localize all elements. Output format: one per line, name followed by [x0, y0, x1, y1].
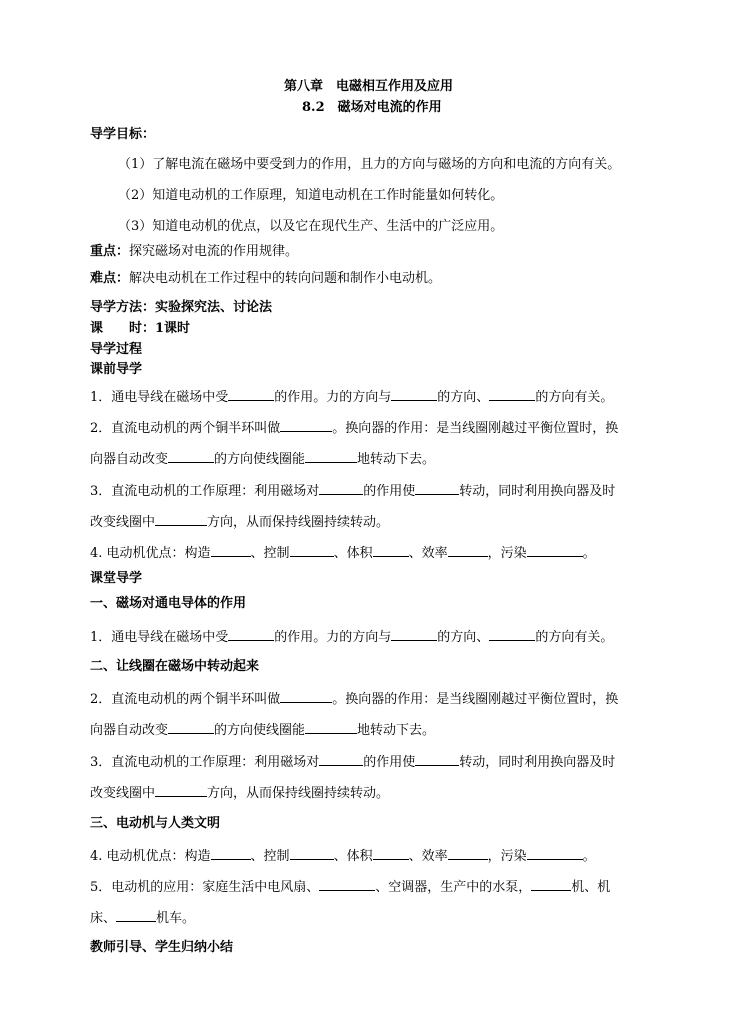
blank[interactable]: [448, 846, 488, 860]
objective-3: （3）知道电动机的优点，以及它在现代生产、生活中的广泛应用。: [118, 219, 504, 234]
blank[interactable]: [155, 512, 207, 526]
blank[interactable]: [391, 387, 437, 401]
objective-2: （2）知道电动机的工作原理，知道电动机在工作时能量如何转化。: [118, 188, 504, 203]
objectives-heading: 导学目标：: [90, 127, 156, 142]
teaching-method: 导学方法：实验探究法、讨论法: [90, 300, 273, 315]
blank[interactable]: [211, 846, 251, 860]
key-point: 重点：探究磁场对电流的作用规律。: [90, 244, 299, 259]
in-class-heading: 课堂导学: [90, 571, 143, 586]
blank[interactable]: [448, 543, 488, 557]
blank[interactable]: [489, 387, 535, 401]
in-q3-line2: 改变线圈中 方向，从而保持线圈持续转动。: [90, 783, 389, 803]
objective-1: （1）了解电流在磁场中要受到力的作用，且力的方向与磁场的方向和电流的方向有关。: [118, 157, 621, 172]
blank[interactable]: [211, 543, 251, 557]
blank[interactable]: [489, 627, 535, 641]
in-q5-line1: 5．电动机的应用：家庭生活中电风扇、 、空调器，生产中的水泵， 机、机: [90, 877, 610, 897]
in-q2-line2: 向器自动改变 的方向使线圈能 地转动下去。: [90, 720, 435, 740]
pre-q3-line1: 3．直流电动机的工作原理：利用磁场对 的作用使 转动，同时利用换向器及时: [90, 481, 615, 501]
blank[interactable]: [391, 627, 437, 641]
pre-q3-line2: 改变线圈中 方向，从而保持线圈持续转动。: [90, 512, 389, 532]
section-1-heading: 一、磁场对通电导体的作用: [90, 596, 247, 611]
chapter-title: 第八章 电磁相互作用及应用: [283, 79, 453, 94]
blank[interactable]: [319, 481, 363, 495]
blank[interactable]: [228, 387, 274, 401]
pre-class-heading: 课前导学: [90, 362, 143, 377]
in-q5-line2: 床、 机车。: [90, 908, 195, 928]
pre-q2-line2: 向器自动改变 的方向使线圈能 地转动下去。: [90, 449, 435, 469]
blank[interactable]: [290, 846, 334, 860]
class-period: 课 时：1课时: [90, 321, 191, 336]
process-heading: 导学过程: [90, 342, 143, 357]
blank[interactable]: [319, 752, 363, 766]
in-q4: 4. 电动机优点：构造 、控制 、体积 、效率 ，污染 。: [90, 846, 596, 866]
pre-q4: 4. 电动机优点：构造 、控制 、体积 、效率 ，污染 。: [90, 543, 596, 563]
blank[interactable]: [155, 783, 207, 797]
blank[interactable]: [319, 877, 375, 891]
blank[interactable]: [116, 908, 156, 922]
in-q1: 1．通电导线在磁场中受 的作用。力的方向与 的方向、 的方向有关。: [90, 627, 613, 647]
in-q3-line1: 3．直流电动机的工作原理：利用磁场对 的作用使 转动，同时利用换向器及时: [90, 752, 615, 772]
blank[interactable]: [531, 877, 571, 891]
blank[interactable]: [305, 720, 357, 734]
blank[interactable]: [415, 752, 459, 766]
blank[interactable]: [168, 720, 214, 734]
pre-q1: 1．通电导线在磁场中受 的作用。力的方向与 的方向、 的方向有关。: [90, 387, 613, 407]
blank[interactable]: [527, 846, 583, 860]
blank[interactable]: [280, 418, 332, 432]
blank[interactable]: [305, 449, 357, 463]
blank[interactable]: [527, 543, 583, 557]
blank[interactable]: [290, 543, 334, 557]
blank[interactable]: [168, 449, 214, 463]
in-q2-line1: 2．直流电动机的两个铜半环叫做 。换向器的作用：是当线圈刚越过平衡位置时，换: [90, 689, 618, 709]
section-3-heading: 三、电动机与人类文明: [90, 816, 221, 831]
blank[interactable]: [228, 627, 274, 641]
section-2-heading: 二、让线圈在磁场中转动起来: [90, 659, 260, 674]
pre-q2-line1: 2．直流电动机的两个铜半环叫做 。换向器的作用：是当线圈刚越过平衡位置时，换: [90, 418, 618, 438]
blank[interactable]: [373, 846, 409, 860]
blank[interactable]: [415, 481, 459, 495]
blank[interactable]: [373, 543, 409, 557]
blank[interactable]: [280, 689, 332, 703]
section-title: 8.2 磁场对电流的作用: [302, 100, 442, 115]
difficulty: 难点：解决电动机在工作过程中的转向问题和制作小电动机。: [90, 271, 442, 286]
summary-heading: 教师引导、学生归纳小结: [90, 940, 234, 955]
